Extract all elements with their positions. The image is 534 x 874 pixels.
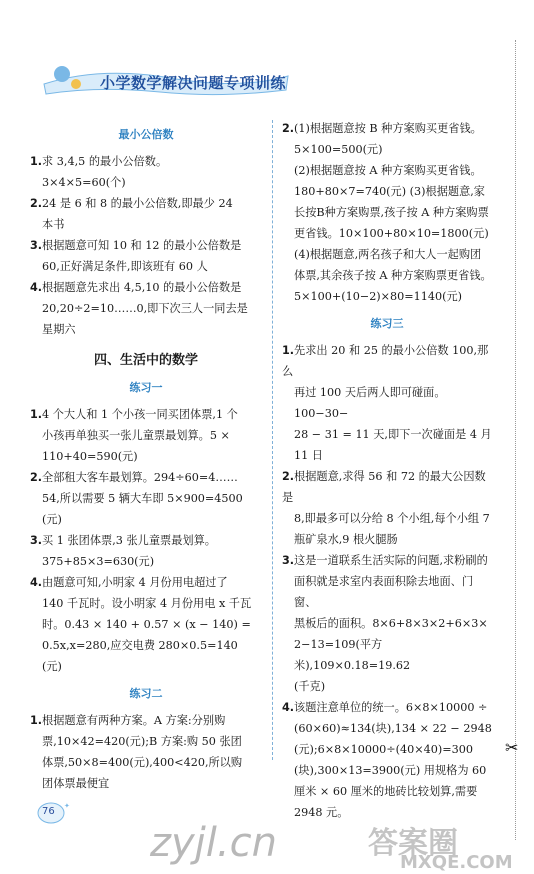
answer-item <box>282 340 492 466</box>
line-text: 票,10×42=420(元);B 方案:购 50 张团 <box>42 735 242 748</box>
answer-line <box>282 613 492 634</box>
item-number: 1. <box>30 155 43 168</box>
line-text: 2948 元。 <box>294 806 349 819</box>
answer-item <box>282 466 492 550</box>
answer-line <box>30 773 262 794</box>
line-text: 星期六 <box>42 323 76 336</box>
answer-line <box>282 760 492 781</box>
answer-line <box>282 118 492 139</box>
line-text: (元) <box>42 513 62 526</box>
answer-line <box>282 508 492 529</box>
line-text: 根据题意有两种方案。A 方案:分别购 <box>42 714 226 727</box>
line-text: (千克) <box>294 680 326 693</box>
watermark-text: zyjl.cn <box>150 820 277 866</box>
answer-line <box>30 551 262 572</box>
answer-item <box>282 118 492 307</box>
answer-line <box>282 445 492 466</box>
line-text: 根据题意,求得 56 和 72 的最大公因数是 <box>282 470 486 504</box>
item-number: 1. <box>30 714 43 727</box>
answer-line <box>30 572 262 593</box>
section-title-lcm: 最小公倍数 <box>118 128 174 141</box>
item-number: 3. <box>282 554 295 567</box>
answer-line <box>282 181 492 202</box>
header-title: 小学数学解决问题专项训练 <box>100 74 287 92</box>
item-number: 1. <box>282 344 295 357</box>
item-number: 3. <box>30 534 43 547</box>
answer-line <box>30 425 262 446</box>
answer-line <box>30 488 262 509</box>
item-number: 1. <box>30 408 43 421</box>
answer-item <box>282 697 492 823</box>
answer-item <box>282 550 492 697</box>
svg-text:✦: ✦ <box>64 802 70 810</box>
answer-line <box>282 160 492 181</box>
line-text: 375+85×3=630(元) <box>42 555 155 568</box>
line-text: 140 千瓦时。设小明家 4 月份用电 x 千瓦 <box>42 597 252 610</box>
line-text: 长按B种方案购票,孩子按 A 种方案购票 <box>294 206 489 219</box>
answer-line <box>282 139 492 160</box>
chapter-title: 四、生活中的数学 <box>93 353 198 368</box>
answer-line <box>30 151 262 172</box>
answer-line <box>30 446 262 467</box>
line-text: 买 1 张团体票,3 张儿童票最划算。 <box>42 534 216 547</box>
line-text: (元) <box>42 660 62 673</box>
line-text: 先求出 20 和 25 的最小公倍数 100,那么 <box>282 344 489 378</box>
line-text: 由题意可知,小明家 4 月份用电超过了 <box>42 576 228 589</box>
watermark-logo: 答案圈 <box>368 826 458 861</box>
answer-item <box>30 710 262 794</box>
answer-line <box>282 466 492 508</box>
line-text: 28 − 31 = 11 天,即下一次碰面是 4 月 <box>294 428 492 441</box>
answer-line <box>282 571 492 613</box>
line-text: 54,所以需要 5 辆大车即 5×900=4500 <box>42 492 243 505</box>
answer-line <box>282 529 492 550</box>
line-text: 3×4×5=60(个) <box>42 176 126 189</box>
answer-line <box>30 235 262 256</box>
line-text: 2−13=109(平方米),109×0.18=19.62 <box>294 638 411 672</box>
line-text: 再过 100 天后两人即可碰面。100−30− <box>294 386 446 420</box>
exercise-3-items <box>282 340 492 823</box>
exercise-2-items <box>30 710 262 794</box>
answer-line <box>282 739 492 760</box>
item-number: 2. <box>30 471 43 484</box>
answer-line <box>282 781 492 802</box>
line-text: 体票,其余孩子按 A 种方案购票更省钱。 <box>294 269 492 282</box>
answer-line <box>282 202 492 223</box>
item-number: 2. <box>30 197 43 210</box>
answer-line <box>30 214 262 235</box>
line-text: (60×60)≈134(块),134 × 22 − 2948 <box>294 722 492 735</box>
answer-line <box>30 172 262 193</box>
answer-line <box>30 614 262 635</box>
section-title-exercise-3: 练习三 <box>370 317 404 330</box>
answer-item <box>30 277 262 340</box>
line-text: 团体票最便宜 <box>42 777 110 790</box>
page-header <box>40 58 300 106</box>
line-text: 该题注意单位的统一。6×8×10000 ÷ <box>294 701 488 714</box>
answer-line <box>30 731 262 752</box>
line-text: 黑板后的面积。8×6+8×3×2+6×3× <box>294 617 488 630</box>
answer-line <box>30 509 262 530</box>
answer-line <box>30 530 262 551</box>
exercise-1-items <box>30 404 262 677</box>
item-number: 2. <box>282 122 295 135</box>
answer-item <box>30 530 262 572</box>
left-column <box>30 118 262 794</box>
section-title-exercise-1: 练习一 <box>129 381 163 394</box>
exercise-2-continued-items <box>282 118 492 307</box>
item-number: 4. <box>30 281 43 294</box>
answer-line <box>282 676 492 697</box>
line-text: 更省钱。10×100+80×10=1800(元) <box>294 227 489 240</box>
line-text: 厘米 × 60 厘米的地砖比较划算,需要 <box>294 785 478 798</box>
line-text: 根据题意先求出 4,5,10 的最小公倍数是 <box>42 281 242 294</box>
answer-line <box>282 718 492 739</box>
page-edge <box>515 40 516 840</box>
answer-line <box>282 550 492 571</box>
line-text: 4 个大人和 1 个小孩一同买团体票,1 个 <box>42 408 238 421</box>
answer-item <box>30 151 262 193</box>
line-text: (2)根据题意按 A 种方案购买更省钱。 <box>294 164 482 177</box>
line-text: 时。0.43 × 140 + 0.57 × (x − 140) = <box>42 618 251 631</box>
line-text: 全部租大客车最划算。294÷60=4…… <box>42 471 238 484</box>
answer-line <box>30 298 262 319</box>
answer-line <box>30 593 262 614</box>
line-text: (4)根据题意,两名孩子和大人一起购团 <box>294 248 482 261</box>
line-text: 5×100+(10−2)×80=1140(元) <box>294 290 463 303</box>
answer-line <box>30 635 262 656</box>
line-text: 5×100=500(元) <box>294 143 383 156</box>
answer-line <box>30 710 262 731</box>
line-text: 求 3,4,5 的最小公倍数。 <box>42 155 168 168</box>
item-number: 4. <box>282 701 295 714</box>
answer-line <box>30 656 262 677</box>
line-text: 20,20÷2=10……0,即下次三人一同去是 <box>42 302 248 315</box>
answer-item <box>30 404 262 467</box>
answer-line <box>282 244 492 265</box>
lcm-items <box>30 151 262 340</box>
watermark-site: MXQE.COM <box>400 852 513 873</box>
answer-line <box>282 265 492 286</box>
answer-line <box>30 467 262 488</box>
answer-item <box>30 572 262 677</box>
line-text: 24 是 6 和 8 的最小公倍数,即最少 24 <box>42 197 233 210</box>
line-text: 根据题意可知 10 和 12 的最小公倍数是 <box>42 239 242 252</box>
answer-line <box>30 752 262 773</box>
answer-line <box>30 404 262 425</box>
line-text: 0.5x,x=280,应交电费 280×0.5=140 <box>42 639 238 652</box>
line-text: (元);6×8×10000÷(40×40)=300 <box>294 743 473 756</box>
line-text: 本书 <box>42 218 65 231</box>
line-text: 体票,50×8=400(元),400<420,所以购 <box>42 756 243 769</box>
page-number-badge <box>36 800 70 826</box>
line-text: 小孩再单独买一张儿童票最划算。5 × <box>42 429 230 442</box>
line-text: 180+80×7=740(元) (3)根据题意,家 <box>294 185 485 198</box>
item-number: 2. <box>282 470 295 483</box>
line-text: (块),300×13=3900(元) 用规格为 60 <box>294 764 487 777</box>
answer-line <box>282 286 492 307</box>
answer-item <box>30 193 262 235</box>
answer-line <box>282 634 492 676</box>
answer-line <box>30 193 262 214</box>
answer-line <box>30 319 262 340</box>
line-text: 8,即最多可以分给 8 个小组,每个小组 7 <box>294 512 490 525</box>
line-text: 面积就是求室内表面积除去地面、门窗、 <box>294 575 474 609</box>
answer-line <box>282 382 492 424</box>
line-text: 11 日 <box>294 449 323 462</box>
section-title-exercise-2: 练习二 <box>129 687 163 700</box>
answer-line <box>30 277 262 298</box>
answer-item <box>30 467 262 530</box>
page-number: 76 <box>42 806 55 817</box>
line-text: 瓶矿泉水,9 根火腿肠 <box>294 533 398 546</box>
line-text: (1)根据题意按 B 种方案购买更省钱。 <box>294 122 482 135</box>
answer-item <box>30 235 262 277</box>
item-number: 3. <box>30 239 43 252</box>
item-number: 4. <box>30 576 43 589</box>
line-text: 这是一道联系生活实际的问题,求粉刷的 <box>294 554 488 567</box>
column-divider <box>272 120 273 760</box>
answer-line <box>30 256 262 277</box>
scissors-icon: ✂ <box>505 738 519 757</box>
answer-line <box>282 223 492 244</box>
answer-line <box>282 424 492 445</box>
right-column <box>282 118 492 823</box>
answer-line <box>282 340 492 382</box>
line-text: 60,正好满足条件,即该班有 60 人 <box>42 260 208 273</box>
line-text: 110+40=590(元) <box>42 450 138 463</box>
answer-line <box>282 697 492 718</box>
